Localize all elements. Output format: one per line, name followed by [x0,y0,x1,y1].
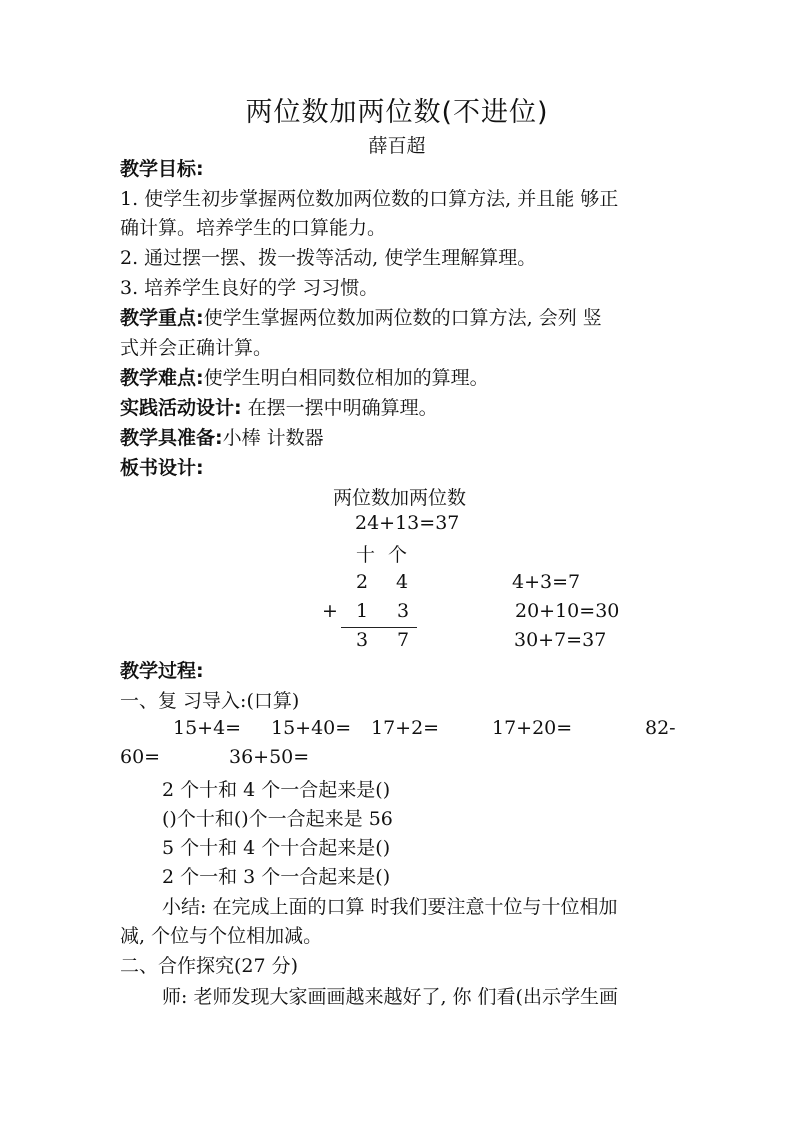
goal-1-line-a: 1. 使学生初步掌握两位数加两位数的口算方法, 并且能 够正 [120,188,619,210]
side-calc-3: 30+7=37 [514,629,607,651]
key-points-cont: 式并会正确计算。 [120,337,273,359]
row1-ones: 4 [396,571,409,593]
explore-text: 师: 老师发现大家画画越来越好了, 你 们看(出示学生画 [162,986,618,1008]
board-heading-label: 板书设计: [120,457,204,479]
activity [120,394,438,422]
tens-label: 十 [356,544,376,566]
review-item-5: 82- [645,717,676,739]
tools [120,424,324,452]
activity-text: 在摆一摆中明确算理。 [241,397,438,419]
goal-2: 2. 通过摆一摆、拨一拨等活动, 使学生理解算理。 [120,247,537,269]
goals-heading: 教学目标: [120,158,204,180]
review-item-3: 17+2= [371,717,440,739]
review-item-2: 15+40= [271,717,352,739]
row3-tens: 3 [356,629,369,651]
review-item-4: 17+20= [492,717,573,739]
board-title: 两位数加两位数 [333,487,467,509]
review-heading: 一、复 习导入:(口算) [120,690,300,712]
review-item-5-cont: 60= [120,746,161,768]
plus-sign: + [322,600,338,622]
sum-rule-line [341,627,417,628]
question-2: ()个十和()个一合起来是 56 [162,808,393,830]
question-1: 2 个十和 4 个一合起来是() [162,779,391,801]
review-item-6: 36+50= [229,746,310,768]
difficulty-label: 教学难点: [120,367,204,389]
tools-label: 教学具准备: [120,427,223,449]
summary-line-a: 小结: 在完成上面的口算 时我们要注意十位与十位相加 [162,896,618,918]
ones-label: 个 [388,544,408,566]
goal-3: 3. 培养学生良好的学 习习惯。 [120,277,379,299]
side-calc-1: 4+3=7 [512,571,581,593]
process-heading: 教学过程: [120,660,204,682]
question-4: 2 个一和 3 个一合起来是() [162,866,391,888]
row2-ones: 3 [397,600,410,622]
goal-1-line-b: 确计算。培养学生的口算能力。 [120,217,387,239]
row2-tens: 1 [356,600,369,622]
key-points-label: 教学重点: [120,307,204,329]
explore-heading: 二、合作探究(27 分) [120,955,299,977]
difficulty-text: 使学生明白相同数位相加的算理。 [203,367,489,389]
summary-line-b: 减, 个位与个位相加减。 [120,925,323,947]
key-points [120,304,602,332]
board-equation: 24+13=37 [355,512,460,534]
page-title: 两位数加两位数(不进位) [245,97,549,128]
key-points-text: 使学生掌握两位数加两位数的口算方法, 会列 竖 [203,307,602,329]
difficulty [120,364,489,392]
author-name: 薛百超 [368,135,426,157]
question-3: 5 个十和 4 个十合起来是() [162,837,391,859]
activity-label: 实践活动设计: [120,397,242,419]
row1-tens: 2 [356,571,369,593]
tools-text: 小棒 计数器 [222,427,324,449]
side-calc-2: 20+10=30 [515,600,620,622]
review-item-1: 15+4= [173,717,242,739]
row3-ones: 7 [397,629,410,651]
